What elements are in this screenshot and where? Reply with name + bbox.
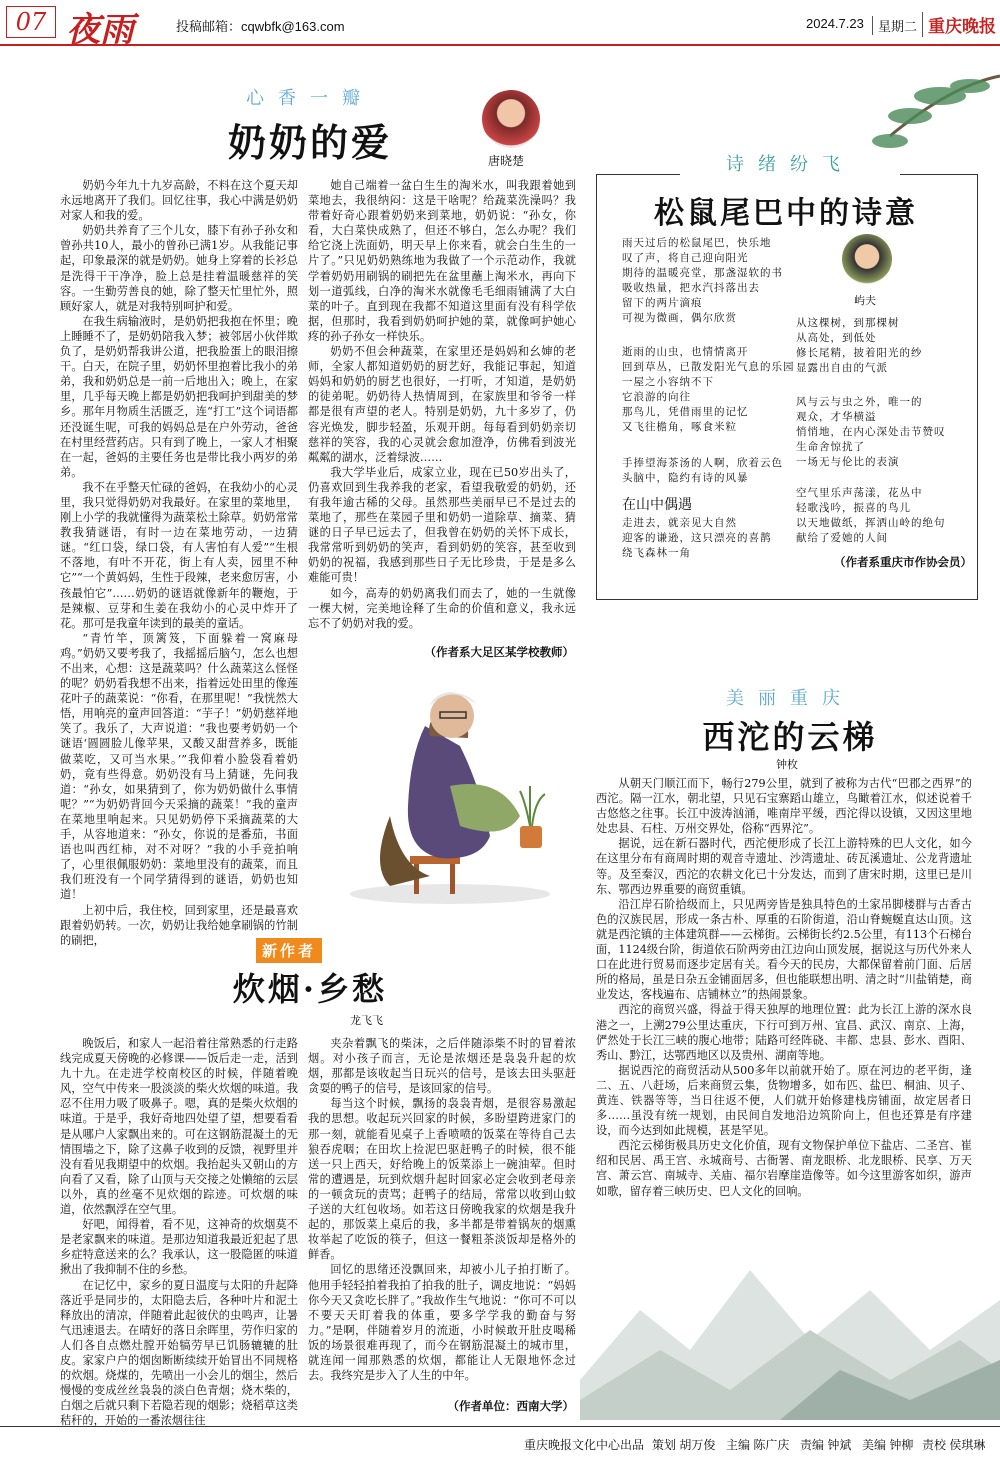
author-photo-avatar xyxy=(482,90,540,148)
grandma-illustration-icon xyxy=(330,666,570,906)
a1-column-1 xyxy=(60,178,298,947)
paper-logo: 重庆晚报 xyxy=(922,12,996,37)
page-number: 07 xyxy=(6,6,56,38)
a2-para: 好吧，闻得着，看不见，这神奇的炊烟莫不是老家飘来的味道。是那边知道我最近犯起了思乡症特意送来的么？我承认，这一股隐匿的味道揪出了我抑制不住的乡愁。 xyxy=(60,1218,298,1277)
poem-stanza-1: 雨天过后的松鼠尾巴，快乐地 叹了声，将自己迎向阳光 期待的温暖亮堂，那盏湿软的书 吸收热量，把水汽抖落出去 留下的两片滴痕 可视为微画，偶尔欣赏 xyxy=(622,237,783,324)
a1-signature: （作者系大足区某学校教师） xyxy=(424,645,574,659)
a1-para: 她自己端着一盆白生生的淘米水，叫我跟着她到菜地去，我很纳闷：这是干啥呢？给蔬菜洗澡吗？我带着好奇心跟着奶奶来到菜地，奶奶说：“孙女，你看，大白菜快成熟了，但还不够白，怎么办呢？我们给它浇上洗面奶，明天早上你来看，就会白生生的一片了。”只见奶奶熟练地为我做了一个示范动作，我就学着奶奶用刷锅的刷把先在盆里蘸上淘米水，再向下划一道弧线，白净的淘米水就像毛毛细雨铺满了大白菜的叶子。直到现在我都不知道这里面有没有科学依据，但那时，我看到奶奶呵护她的菜，就像呵护她心疼的孙子孙女一样快乐。 xyxy=(308,179,576,343)
a1-para: “青竹竿，顶篱笈，下面躲着一窝麻母鸡。”奶奶又要考我了，我摇摇后脑勺，怎么也想不出来，心想：这是蔬菜吗？什么蔬菜这么怪怪的呢？奶奶看我想不出来，指着远处田里的像莲花叶子的蔬菜说：“你看，在那里呢！”我恍然大悟，用响亮的童声回答道：“芋子！”奶奶慈祥地笑了。我乐了，大声说道：“我也要考奶奶一个谜语‘圆圆脸儿像苹果，又酸又甜营养多，既能做菜吃，又可当水果。’”我仰着小脸袋看着奶奶，竟有些得意。奶奶没有马上猜谜，先问我道：“孙女，如果猜到了，你为奶奶做什么事情呢？”“为奶奶背回今天采摘的蔬菜！”我的童声在菜地里响起来。只见奶奶停下采摘蔬菜的大手，从容地道来：“孙女，你说的是番茄，书面语也叫西红柿，对不对呀？”我的小手竞拍响了，心里很佩服奶奶：菜地里没有的蔬菜，而且我们班没有一个同学猜得到的谜语，奶奶也知道！ xyxy=(60,631,298,902)
a4-para: 沿江岸石阶拾级而上，只见两旁皆是独具特色的土家吊脚楼群与古香古色的汉族民居，形成一条古朴、厚重的石阶街道，沿山脊蜿蜒直达山顶。这就是西沱镇的主体建筑群——云梯街。云梯街长约2.5公里，有113个石梯台面，1124级台阶，街道依石阶两旁由江边向山顶发展，据说这与历代外来人口在此进行贸易而逐步定居有关。看今天的民房，大都保留着前门面、后居所的格局，虽是日杂五金铺面居多，但也能联想出明、清之时“川盐销楚，商业发达，客栈遍布、店铺林立”的热闹景象。 xyxy=(596,897,972,1002)
footer-credit: 责编 钟斌 xyxy=(800,1438,852,1452)
a2-author: 龙飞飞 xyxy=(350,1014,383,1027)
submission-email[interactable]: 投稿邮箱：cqwbfk@163.com xyxy=(176,19,345,34)
new-author-badge: 新作者 xyxy=(256,938,322,963)
issue-date: 2024.7.23 xyxy=(806,16,864,31)
a2-para: 在记忆中，家乡的夏日温度与太阳的升起降落近乎是同步的，太阳隐去后，各种叶片和泥土释放出的清凉，伴随着此起彼伏的虫鸣声，让暑气迅速退去。在晴好的落日余晖里，劳作归家的人们各自点燃灶膛开始犒劳早已饥肠辘辘的肚皮。家家户户的烟囱断断续续开始冒出不同规格的炊烟。烧煤的，先喷出一小会儿的烟尘，然后慢慢的变成丝丝袅袅的淡白色青烟；烧木柴的，白烟之后就只剩下若隐若现的烟影；烧稻草这类秸秆的，开始的一番浓烟往往 xyxy=(60,1278,298,1428)
a2-para: 晚饭后，和家人一起沿着往常熟悉的行走路线完成夏天傍晚的必修课——饭后走一走，活到九十九。在走进学校南校区的时候，伴随着晚风，空气中传来一股淡淡的柴火炊烟的味道。我忍不住用力吸了吸鼻子。嗯，真的是柴火炊烟的味道。于是乎，我好奇地四处望了望，想要看看是从哪户人家飘出来的。可在这钢筋混凝土的无情围墙之下，除了这鼻子收到的反馈，视野里并没有看见我期望中的炊烟。我抬起头又朝山的方向看了又看，除了山顶与天交接之处懒缩的云层以外，真的丝毫不见炊烟的踪迹。可炊烟的味道，依然飘浮在空气里。 xyxy=(60,1037,298,1217)
footer-credit: 责校 侯琪琳 xyxy=(922,1438,986,1452)
poem-subtitle: 在山中偶遇 xyxy=(622,496,692,512)
a1-para: 如今，高寿的奶奶离我们而去了，她的一生就像一棵大树，完美地诠释了生命的价值和意义，我永远忘不了奶奶对我的爱。 xyxy=(308,586,576,630)
a4-para: 据说西沱的商贸活动从500多年以前就开始了。原在河边的老平街，逢二、五、八赶场，后来商贸云集，货物增多，如布匹、盐巴、桐油、贝子、黄连、铁器等等，当日往返不便，人们就开始修建栈房铺面，故定居者日多……虽没有统一规划，由民间自发地沿边筑阶向上，但也还算是有序建设，而今达到如此规模，甚是罕见。 xyxy=(596,1063,972,1138)
a4-kicker: 美丽重庆 xyxy=(726,688,854,709)
a1-para: 我大学毕业后，成家立业，现在已50岁出头了，仍喜欢回到生我养我的老家，看望我敬爱的奶奶，还有我年逾古稀的父母。虽然那些美丽早已不是过去的菜地了，那些在菜园子里和奶奶一道除草、摘菜、猜谜的日子早已远去了，但我曾在奶奶的关怀下成长，我常常听到奶奶的笑声，看到奶奶的笑容，甚至收到奶奶的祝福，我感到那些日子无比珍贵，于是是多么难能可贵！ xyxy=(308,465,576,585)
a1-para: 在我生病输液时，是奶奶把我抱在怀里；晚上睡睡不了，是奶奶陪我入梦；被邻居小伙伴欺负了，是奶奶帮我讲公道，把我脸蛋上的眼泪擦干。白天，在院子里，奶奶怀里抱着比我小的弟弟，我和奶奶总是一前一后地出入；晚上，在家里，几乎每天晚上都是奶奶把我呵护到甜美的梦乡。那年月物质生活匮乏，连“打工”这个词语都还没诞生呢，可我的妈妈总是在户外劳动，爸爸在村里经营药店。只有到了晚上，一家人才相聚在一起，爸妈的主要任务也是带比我小两岁的弟弟。 xyxy=(60,314,298,479)
a4-column xyxy=(596,776,972,1210)
a3-title: 松鼠尾巴中的诗意 xyxy=(654,196,918,231)
section-logo: 夜雨 xyxy=(66,10,134,50)
a1-para: 奶奶今年九十九岁高龄，不料在这个夏天却永远地离开了我们。回忆往事，我心中满是奶奶对家人和我的爱。 xyxy=(60,179,298,223)
issue-weekday: 星期二 xyxy=(872,16,917,35)
poem-stanza-4: 从这棵树，到那棵树 从高处，到低处 修长尾精，披着阳光的纱 显露出自由的气派 xyxy=(796,317,923,374)
landscape-painting-icon xyxy=(580,1200,1000,1420)
footer-credit: 美编 钟柳 xyxy=(862,1438,914,1452)
poem-stanza-2: 逝雨的山虫，也情情离开 回到草丛，已散发阳光气息的乐园 一屋之小容纳不下 它浪游的向往 那鸟儿，凭借雨里的记忆 又飞往檐角，啄食米粒 xyxy=(622,346,795,433)
page-footer xyxy=(0,1426,1000,1458)
footer-credit: 主编 陈广庆 xyxy=(726,1438,790,1452)
a2-para: 每当这个时候，飘扬的袅袅青烟，是很容易激起我的思想。收起玩兴回家的时候，多盼望跨进家门的那一刻，就能看见桌子上香喷喷的饭菜在等待自己去狼吞虎咽；在田坎上捡泥巴驱赶鸭子的时候，很不能送一只上西天，好给晚上的饭菜添上一碗油荤。但时常的遭遇是，玩到炊烟升起时回家必定会收到老母亲的一顿贪玩的责骂；赶鸭子的结局，常常以收到山蚊子送的大红包收场。如若这日傍晚我家的炊烟是我升起的，那饭菜上桌后的我，多半都是带着锅灰的烟熏妆举起了吃饭的筷子，但这一餐粗茶淡饭却是格外的鲜香。 xyxy=(308,1097,576,1262)
poet-avatar xyxy=(842,234,892,284)
poem-stanza-7: 走进去，就亲见大自然 迎客的谦逊，这只漂亮的喜鹊 绕飞森林一角 xyxy=(622,517,772,559)
a3-signature: （作者系重庆市作协会员） xyxy=(834,555,972,569)
a4-author: 钟枚 xyxy=(776,758,798,771)
a1-para: 奶奶不但会种蔬菜，在家里还是妈妈和幺婶的老师，全家人都知道奶奶的厨艺好，我能记事起，知道妈妈和奶奶的厨艺也很好，一打听，才知道，是奶奶的徒弟呢。奶奶待人热情周到，在家族里和爷爷一样都是很有声望的老人。特别是奶奶，九十多岁了，仍容光焕发，脚步轻盈，乐观开朗。每每看到奶奶亲切慈祥的笑容，我的心灵就会愈加澄净，仿佛看到波光粼粼的湖水，泛着绿波…… xyxy=(308,345,576,464)
a1-author: 唐晓楚 xyxy=(488,154,525,168)
a1-column-2 xyxy=(308,178,576,640)
poem-stanza-3: 手捧望海茶汤的人啊，欣着云色 头脑中，隐约有诗的风暴 xyxy=(622,457,783,484)
a4-title: 西沱的云梯 xyxy=(702,718,878,756)
a2-signature: （作者单位：西南大学） xyxy=(447,1399,574,1413)
a2-para: 回忆的思绪还没飘回来，却被小儿子拍打断了。他用手轻轻拍着我拍了拍我的肚子，调皮地说：“妈妈你今天又贪吃长胖了。”我故作生气地说：“你可不可以不要天天盯着我的体重，要多学学我的勤奋与努力。”是啊，伴随着岁月的流逝，小时候敢开肚皮喝稀饭的场景很难再现了，而今在钢筋混凝土的城市里，就连闻一闻那熟悉的炊烟，都能让人无限地怀念过去。我终究是步入了人生的中年。 xyxy=(308,1263,576,1383)
poem-stanza-6: 空气里乐声荡漾，花丛中 轻歌浅吟，振喜的鸟儿 以天地做纸，挥洒山岭的绝句 献给了爱她的人间 xyxy=(796,487,946,544)
page-header xyxy=(0,0,1000,50)
footer-credit: 策划 胡万俊 xyxy=(652,1438,716,1452)
poem-stanza-5: 风与云与虫之外，唯一的 观众，才华横溢 悄悄地，在内心深处击节赞叹 生命舍惊扰了 一场无与伦比的表演 xyxy=(796,396,946,468)
a2-para: 夹杂着飘飞的柴沫，之后伴随添柴不时的冒着浓烟。对小孩子而言，无论是浓烟还是袅袅升起的炊烟，那都是该收起当日玩兴的信号，是该去田头驱赶贪耍的鸭子的信号，是该回家的信号。 xyxy=(308,1037,576,1096)
a1-title: 奶奶的爱 xyxy=(227,120,392,165)
footer-publisher: 重庆晚报文化中心出品 xyxy=(524,1438,645,1452)
decor-branch-icon xyxy=(830,46,1000,166)
a2-column-1 xyxy=(60,1036,298,1428)
a4-para: 西沱云梯街极具历史文化价值，现有文物保护单位下盐店、二圣宫、崔绍和民居、禹王宫、永城商号、古衙署、南龙眼桥、北龙眼桥、民享、万天宫、萧云宫、南城寺、关庙、福尔岩摩崖造像等。如今这里游客如织，游声如歌，留存着三峡历史、巴人文化的回响。 xyxy=(596,1139,972,1198)
a4-para: 据说，远在新石器时代，西沱便形成了长江上游特殊的巴人文化，如今在这里分布有商周时期的观音寺遗址、沙湾遗址、砖瓦溪遗址、公龙背遗址等。及至秦汉，西沱的农耕文化已十分发达，而到了唐宋时期，这里已是川东、鄂西边界重要的商贸重镇。 xyxy=(596,837,972,896)
a4-para: 西沱的商贸兴盛，得益于得天独厚的地理位置：此为长江上游的深水良港之一，上溯279公里达重庆，下行可到万州、宜昌、武汉、南京、上海，俨然处于长江三峡的腹心地带；陆路可经阵硗、丰都、忠县、彭水、酉阳、秀山、黔江，达鄂西地区以及贵州、湖南等地。 xyxy=(596,1003,972,1062)
a3-author: 屿夫 xyxy=(854,294,876,307)
a4-para: 从朝天门顺江而下，畅行279公里，就到了被称为古代“巴郡之西界”的西沱。隔一江水，朝北望，只见石宝寨蹈山雄立，鸟瞰着江水，似述说着千古悠悠之往事。长江中波涛汹涌，唯南岸平缓，西沱得以设镇，又因这里地处忠县、石柱、万州交界处，俗称“西界沱”。 xyxy=(596,777,972,836)
a2-title: 炊烟·乡愁 xyxy=(232,970,388,1008)
a1-kicker: 心香一瓣 xyxy=(246,88,374,109)
a1-para: 我不在乎整天忙碌的爸妈，在我幼小的心灵里，我只觉得奶奶对我最好。在家里的菜地里，刚上小学的我就懂得为蔬菜松土除草。奶奶常常教我猜谜语，有时一边在菜地劳动，一边猜谜。“红口袋，绿口袋，有人害怕有人爱”“生根不落地，有叶不开花，街上有人卖，园里不种它”“一个黄妈妈，生性于段辣，老来愈厉害，小孩最怕它”……奶奶的谜语就像新年的鞭炮，于是辣椒、豆芽和生姜在我幼小的心灵中炸开了花。那可是我童年读到的最美的童话。 xyxy=(60,480,298,630)
a1-para: 奶奶共养育了三个儿女，膝下有孙子孙女和曾孙共10人，最小的曾孙已满1岁。从我能记事起，印象最深的就是奶奶。她身上穿着的长衫总是洗得干干净净，脸上总是挂着温暖慈祥的笑容。一生勤劳善良的她，除了整天忙里忙外，照顾好家人，就是对我特别呵护和爱。 xyxy=(60,224,298,313)
a3-kicker: 诗绪纷飞 xyxy=(680,150,900,176)
a2-column-2 xyxy=(308,1036,576,1396)
a1-para: 上初中后，我住校，回到家里，还是最喜欢跟着奶奶转。一次，奶奶让我给她拿刷锅的竹制的刷把， xyxy=(60,903,298,947)
